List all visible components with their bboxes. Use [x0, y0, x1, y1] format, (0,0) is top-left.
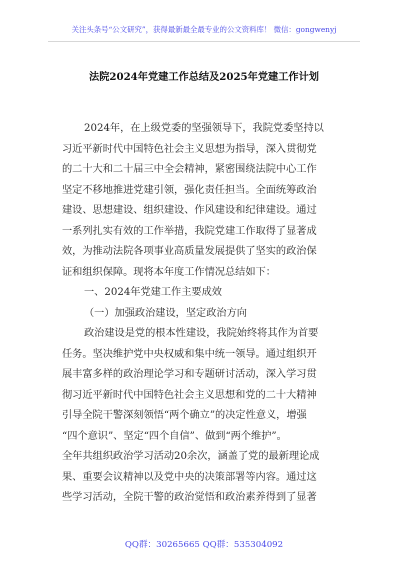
header-banner: 关注头条号“公文研究”，获得最新最全最专业的公文资料库！ 微信：gongwenyj — [71, 25, 337, 34]
document-title: 法院2024年党建工作总结及2025年党建工作计划 — [89, 71, 319, 83]
header-divider — [48, 41, 360, 42]
paragraph-line: 任务。坚决维护党中央权威和集中统一领导。通过组织开 — [62, 348, 317, 360]
paragraph-line: 2024年，在上级党委的坚强领导下，我院党委坚持以 — [84, 123, 324, 134]
paragraph-line: 证和组织保障。现将本年度工作情况总结如下： — [62, 266, 276, 278]
footer-contact: QQ群：30265665 QQ群：535304092 — [124, 540, 284, 550]
paragraph-line: 的二十大和二十届三中全会精神，紧密围绕法院中心工作 — [62, 164, 317, 175]
paragraph-line: 些学习活动，全院干警的政治觉悟和政治素养得到了显著 — [62, 492, 317, 503]
paragraph-line: 引导全院干警深刻领悟“两个确立”的决定性意义，增强 — [62, 410, 307, 421]
paragraph-line: 展丰富多样的政治理论学习和专题研讨活动，深入学习贯 — [62, 369, 317, 380]
subsection-heading: （一）加强政治建设，坚定政治方向 — [84, 307, 247, 319]
section-heading: 一、2024年党建工作主要成效 — [84, 287, 222, 298]
paragraph-line: 习近平新时代中国特色社会主义思想为指导，深入贯彻党 — [62, 143, 317, 155]
paragraph-line: “四个意识”、坚定“四个自信”、做到“两个维护”。 — [62, 430, 287, 442]
paragraph-line: 全年共组织政治学习活动20余次，涵盖了党的最新理论成 — [62, 451, 320, 462]
paragraph-line: 政治建设是党的根本性建设，我院始终将其作为首要 — [84, 328, 319, 339]
paragraph-line: 效，为推动法院各项事业高质量发展提供了坚实的政治保 — [62, 246, 317, 257]
paragraph-line: 建设、思想建设、组织建设、作风建设和纪律建设。通过 — [62, 205, 317, 216]
document-body — [62, 119, 354, 509]
paragraph-line: 果、重要会议精神以及党中央的决策部署等内容。通过这 — [62, 471, 317, 483]
paragraph-line: 一系列扎实有效的工作举措，我院党建工作取得了显著成 — [62, 225, 317, 237]
paragraph-line: 坚定不移地推进党建引领，强化责任担当。全面统筹政治 — [62, 184, 317, 196]
paragraph-line: 彻习近平新时代中国特色社会主义思想和党的二十大精神 — [62, 389, 317, 401]
